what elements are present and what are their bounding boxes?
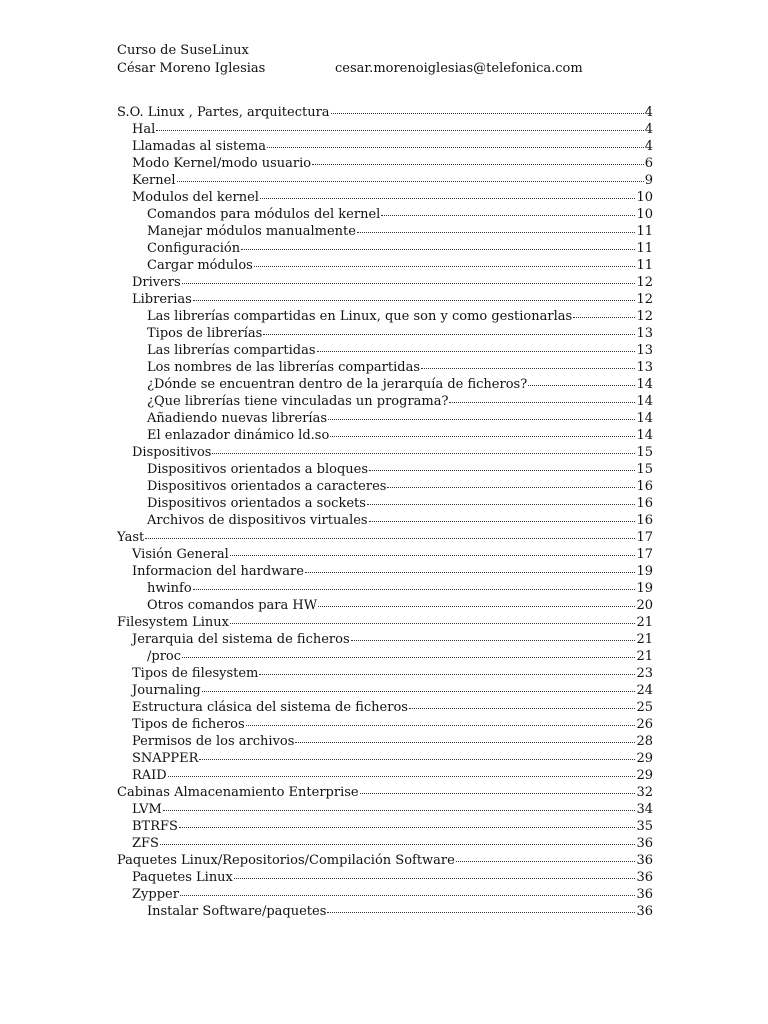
toc-entry-page-number: 17 (636, 547, 653, 562)
toc-entry-page-number: 10 (636, 207, 653, 222)
toc-entry-page-number: 14 (636, 411, 653, 426)
toc-dot-leader (331, 112, 644, 114)
toc-dot-leader (234, 877, 636, 879)
toc-entry[interactable] (117, 291, 653, 308)
toc-entry-page-number: 14 (636, 428, 653, 443)
toc-entry-title: Cargar módulos (147, 258, 253, 273)
toc-entry[interactable] (117, 308, 653, 325)
toc-entry-page-number: 36 (636, 836, 653, 851)
toc-entry-title: SNAPPER (132, 751, 199, 766)
toc-entry-page-number: 36 (636, 904, 653, 919)
toc-dot-leader (369, 469, 635, 471)
toc-dot-leader (180, 894, 636, 896)
toc-entry-page-number: 21 (636, 632, 653, 647)
toc-entry-page-number: 14 (636, 394, 653, 409)
toc-dot-leader (409, 707, 636, 709)
toc-entry-page-number: 4 (644, 105, 653, 120)
toc-entry-title: Paquetes Linux/Repositorios/Compilación Software (117, 853, 455, 868)
toc-entry[interactable] (117, 631, 653, 648)
toc-entry-title: Drivers (132, 275, 181, 290)
toc-entry[interactable] (117, 444, 653, 461)
toc-entry-page-number: 10 (636, 190, 653, 205)
toc-entry-title: Añadiendo nuevas librerías (147, 411, 328, 426)
toc-entry-title: hwinfo (147, 581, 192, 596)
toc-dot-leader (193, 299, 636, 301)
toc-dot-leader (263, 333, 635, 335)
toc-entry-title: Dispositivos orientados a bloques (147, 462, 369, 477)
toc-entry[interactable] (117, 478, 653, 495)
toc-dot-leader (212, 452, 635, 454)
toc-dot-leader (160, 843, 635, 845)
toc-entry-page-number: 16 (636, 496, 653, 511)
toc-entry-title: Modulos del kernel (132, 190, 259, 205)
toc-entry-page-number: 19 (636, 564, 653, 579)
toc-entry-page-number: 16 (636, 479, 653, 494)
toc-entry-page-number: 6 (644, 156, 653, 171)
course-title: Curso de SuseLinux (117, 43, 249, 58)
toc-entry-title: Journaling (132, 683, 201, 698)
toc-entry-title: ¿Que librerías tiene vinculadas un programa? (147, 394, 449, 409)
toc-entry-title: Llamadas al sistema (132, 139, 267, 154)
toc-entry[interactable] (117, 801, 653, 818)
toc-entry[interactable] (117, 393, 653, 410)
toc-entry-page-number: 15 (636, 462, 653, 477)
toc-dot-leader (357, 231, 636, 233)
toc-entry-page-number: 24 (636, 683, 653, 698)
toc-dot-leader (381, 214, 635, 216)
toc-entry-page-number: 25 (636, 700, 653, 715)
toc-entry-page-number: 4 (644, 139, 653, 154)
toc-entry-title: Cabinas Almacenamiento Enterprise (117, 785, 359, 800)
toc-dot-leader (199, 758, 635, 760)
toc-dot-leader (367, 503, 636, 505)
toc-dot-leader (241, 248, 635, 250)
toc-dot-leader (267, 146, 644, 148)
toc-dot-leader (421, 367, 635, 369)
toc-entry[interactable] (117, 750, 653, 767)
toc-dot-leader (305, 571, 635, 573)
toc-entry-page-number: 13 (636, 343, 653, 358)
toc-entry[interactable] (117, 512, 653, 529)
toc-entry[interactable] (117, 461, 653, 478)
toc-entry-page-number: 28 (636, 734, 653, 749)
toc-entry[interactable] (117, 665, 653, 682)
toc-dot-leader (369, 520, 636, 522)
toc-entry[interactable] (117, 563, 653, 580)
toc-entry-page-number: 29 (636, 768, 653, 783)
toc-entry[interactable] (117, 835, 653, 852)
toc-dot-leader (246, 724, 636, 726)
toc-entry[interactable] (117, 427, 653, 444)
toc-entry-title: Informacion del hardware (132, 564, 304, 579)
toc-dot-leader (456, 860, 636, 862)
toc-entry-title: Paquetes Linux (132, 870, 233, 885)
toc-entry[interactable] (117, 597, 653, 614)
toc-entry-page-number: 36 (636, 870, 653, 885)
toc-entry-page-number: 17 (636, 530, 653, 545)
toc-entry-page-number: 12 (636, 292, 653, 307)
toc-entry-title: Instalar Software/paquetes (147, 904, 327, 919)
author-name: César Moreno Iglesias (117, 61, 266, 76)
toc-entry[interactable] (117, 546, 653, 563)
toc-entry[interactable] (117, 121, 653, 138)
author-email: cesar.morenoiglesias@telefonica.com (335, 61, 583, 76)
toc-dot-leader (295, 741, 635, 743)
toc-dot-leader (182, 282, 636, 284)
toc-entry-page-number: 20 (636, 598, 653, 613)
toc-entry[interactable] (117, 104, 653, 121)
toc-entry-title: Tipos de ficheros (132, 717, 245, 732)
toc-dot-leader (163, 809, 636, 811)
toc-dot-leader (318, 605, 635, 607)
toc-dot-leader (330, 435, 635, 437)
toc-entry-page-number: 12 (636, 309, 653, 324)
toc-entry-title: /proc (147, 649, 182, 664)
toc-entry[interactable] (117, 240, 653, 257)
toc-entry-page-number: 11 (636, 224, 653, 239)
toc-entry[interactable] (117, 257, 653, 274)
toc-entry-title: ZFS (132, 836, 159, 851)
toc-dot-leader (202, 690, 636, 692)
toc-entry-page-number: 21 (636, 649, 653, 664)
toc-entry-title: Modo Kernel/modo usuario (132, 156, 312, 171)
toc-entry[interactable] (117, 818, 653, 835)
toc-entry-title: Estructura clásica del sistema de ficheros (132, 700, 408, 715)
toc-dot-leader (260, 197, 636, 199)
toc-entry[interactable] (117, 342, 653, 359)
toc-entry-page-number: 36 (636, 853, 653, 868)
toc-entry[interactable] (117, 410, 653, 427)
toc-dot-leader (156, 129, 643, 131)
toc-dot-leader (328, 418, 635, 420)
toc-entry[interactable] (117, 172, 653, 189)
toc-entry[interactable] (117, 733, 653, 750)
toc-entry-title: RAID (132, 768, 167, 783)
toc-entry[interactable] (117, 274, 653, 291)
toc-entry-page-number: 36 (636, 887, 653, 902)
toc-entry-page-number: 11 (636, 258, 653, 273)
toc-entry-title: Kernel (132, 173, 176, 188)
toc-dot-leader (528, 384, 635, 386)
toc-entry-title: LVM (132, 802, 162, 817)
toc-entry-page-number: 19 (636, 581, 653, 596)
toc-dot-leader (317, 350, 636, 352)
toc-entry-title: Dispositivos orientados a sockets (147, 496, 366, 511)
toc-dot-leader (259, 673, 635, 675)
toc-entry-title: Tipos de librerías (147, 326, 263, 341)
toc-entry-title: S.O. Linux , Partes, arquitectura (117, 105, 330, 120)
toc-entry-title: El enlazador dinámico ld.so (147, 428, 330, 443)
toc-entry-page-number: 23 (636, 666, 653, 681)
toc-entry-title: Configuración (147, 241, 241, 256)
toc-entry[interactable] (117, 852, 653, 869)
toc-entry-title: Los nombres de las librerías compartidas (147, 360, 420, 375)
toc-entry-title: Yast (117, 530, 145, 545)
toc-entry[interactable] (117, 138, 653, 155)
toc-entry[interactable] (117, 325, 653, 342)
toc-entry-title: Otros comandos para HW (147, 598, 318, 613)
toc-entry[interactable] (117, 682, 653, 699)
toc-dot-leader (145, 537, 635, 539)
toc-entry-title: Zypper (132, 887, 179, 902)
toc-entry[interactable] (117, 376, 653, 393)
toc-entry-title: Tipos de filesystem (132, 666, 259, 681)
toc-entry-page-number: 29 (636, 751, 653, 766)
toc-dot-leader (254, 265, 636, 267)
toc-dot-leader (573, 316, 635, 318)
toc-dot-leader (360, 792, 636, 794)
toc-dot-leader (230, 554, 636, 556)
toc-entry-page-number: 35 (636, 819, 653, 834)
toc-entry-title: ¿Dónde se encuentran dentro de la jerarquía de ficheros? (147, 377, 528, 392)
toc-entry-title: Las librerías compartidas (147, 343, 316, 358)
toc-entry-title: Dispositivos (132, 445, 212, 460)
toc-dot-leader (230, 622, 635, 624)
toc-entry-title: BTRFS (132, 819, 178, 834)
toc-entry-page-number: 15 (636, 445, 653, 460)
toc-entry-title: Manejar módulos manualmente (147, 224, 356, 239)
toc-entry[interactable] (117, 359, 653, 376)
toc-entry-title: Librerias (132, 292, 192, 307)
toc-entry-title: Hal (132, 122, 156, 137)
toc-entry-title: Archivos de dispositivos virtuales (147, 513, 368, 528)
toc-entry[interactable] (117, 784, 653, 801)
toc-dot-leader (387, 486, 635, 488)
toc-entry[interactable] (117, 223, 653, 240)
toc-entry[interactable] (117, 767, 653, 784)
toc-entry[interactable] (117, 189, 653, 206)
toc-entry[interactable] (117, 699, 653, 716)
toc-dot-leader (182, 656, 635, 658)
toc-entry-title: Comandos para módulos del kernel (147, 207, 381, 222)
toc-entry[interactable] (117, 529, 653, 546)
toc-dot-leader (177, 180, 644, 182)
toc-entry-page-number: 34 (636, 802, 653, 817)
toc-entry[interactable] (117, 580, 653, 597)
toc-entry-title: Permisos de los archivos (132, 734, 295, 749)
toc-entry[interactable] (117, 886, 653, 903)
toc-entry-page-number: 16 (636, 513, 653, 528)
toc-entry[interactable] (117, 869, 653, 886)
toc-entry-title: Filesystem Linux (117, 615, 229, 630)
toc-entry-page-number: 13 (636, 360, 653, 375)
toc-entry-page-number: 32 (636, 785, 653, 800)
toc-entry-page-number: 26 (636, 717, 653, 732)
toc-entry[interactable] (117, 903, 653, 920)
toc-entry-title: Visión General (132, 547, 229, 562)
toc-entry-title: Dispositivos orientados a caracteres (147, 479, 387, 494)
toc-entry-page-number: 14 (636, 377, 653, 392)
toc-dot-leader (449, 401, 635, 403)
toc-entry[interactable] (117, 716, 653, 733)
toc-dot-leader (327, 911, 635, 913)
toc-entry-page-number: 4 (644, 122, 653, 137)
table-of-contents (117, 104, 653, 920)
toc-dot-leader (351, 639, 636, 641)
toc-entry-page-number: 13 (636, 326, 653, 341)
toc-entry-title: Las librerías compartidas en Linux, que son y como gestionarlas (147, 309, 573, 324)
toc-entry-page-number: 21 (636, 615, 653, 630)
toc-dot-leader (168, 775, 636, 777)
toc-dot-leader (312, 163, 644, 165)
toc-entry-page-number: 12 (636, 275, 653, 290)
toc-entry-page-number: 11 (636, 241, 653, 256)
toc-entry[interactable] (117, 495, 653, 512)
toc-entry-page-number: 9 (644, 173, 653, 188)
document-header (117, 42, 657, 78)
toc-entry[interactable] (117, 648, 653, 665)
toc-dot-leader (179, 826, 636, 828)
toc-entry[interactable] (117, 614, 653, 631)
author-line (117, 60, 657, 78)
toc-dot-leader (193, 588, 636, 590)
toc-entry-title: Jerarquia del sistema de ficheros (132, 632, 350, 647)
toc-entry[interactable] (117, 206, 653, 223)
toc-entry[interactable] (117, 155, 653, 172)
